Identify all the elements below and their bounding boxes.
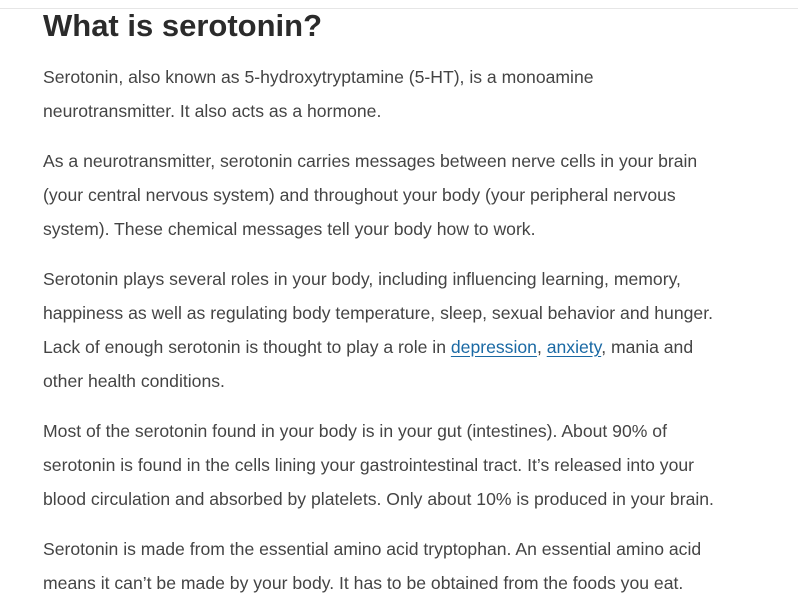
paragraph-roles bbox=[43, 262, 783, 398]
text-line: neurotransmitter. It also acts as a hormone. bbox=[43, 101, 382, 121]
text-line: happiness as well as regulating body temperature, sleep, sexual behavior and hunger. bbox=[43, 303, 713, 323]
text-line-with-links bbox=[43, 330, 783, 364]
text-line: Most of the serotonin found in your body is in your gut (intestines). About 90% of bbox=[43, 421, 667, 441]
text-line: blood circulation and absorbed by platelets. Only about 10% is produced in your brain. bbox=[43, 489, 714, 509]
text-fragment: , bbox=[536, 337, 547, 357]
paragraph-neurotransmitter bbox=[43, 144, 783, 246]
paragraph-tryptophan bbox=[43, 532, 783, 600]
text-line: serotonin is found in the cells lining your gastrointestinal tract. It’s released into your bbox=[43, 455, 694, 475]
depression-link[interactable]: depression bbox=[450, 337, 537, 357]
text-line: system). These chemical messages tell your body how to work. bbox=[43, 219, 536, 239]
text-line: Serotonin is made from the essential amino acid tryptophan. An essential amino acid bbox=[43, 539, 702, 559]
text-line: means it can’t be made by your body. It has to be obtained from the foods you eat. bbox=[43, 573, 684, 593]
anxiety-link[interactable]: anxiety bbox=[546, 337, 602, 357]
paragraph-location bbox=[43, 414, 783, 516]
text-fragment: , mania and bbox=[601, 337, 694, 357]
text-line: (your central nervous system) and throughout your body (your peripheral nervous bbox=[43, 185, 676, 205]
section-heading: What is serotonin? bbox=[43, 8, 322, 43]
text-line: Serotonin, also known as 5-hydroxytryptamine (5-HT), is a monoamine bbox=[43, 67, 594, 87]
text-fragment: Lack of enough serotonin is thought to play a role in bbox=[43, 337, 451, 357]
text-line: As a neurotransmitter, serotonin carries messages between nerve cells in your brain bbox=[43, 151, 698, 171]
text-line: other health conditions. bbox=[43, 371, 225, 391]
paragraph-definition bbox=[43, 60, 783, 128]
text-line: Serotonin plays several roles in your body, including influencing learning, memory, bbox=[43, 269, 681, 289]
